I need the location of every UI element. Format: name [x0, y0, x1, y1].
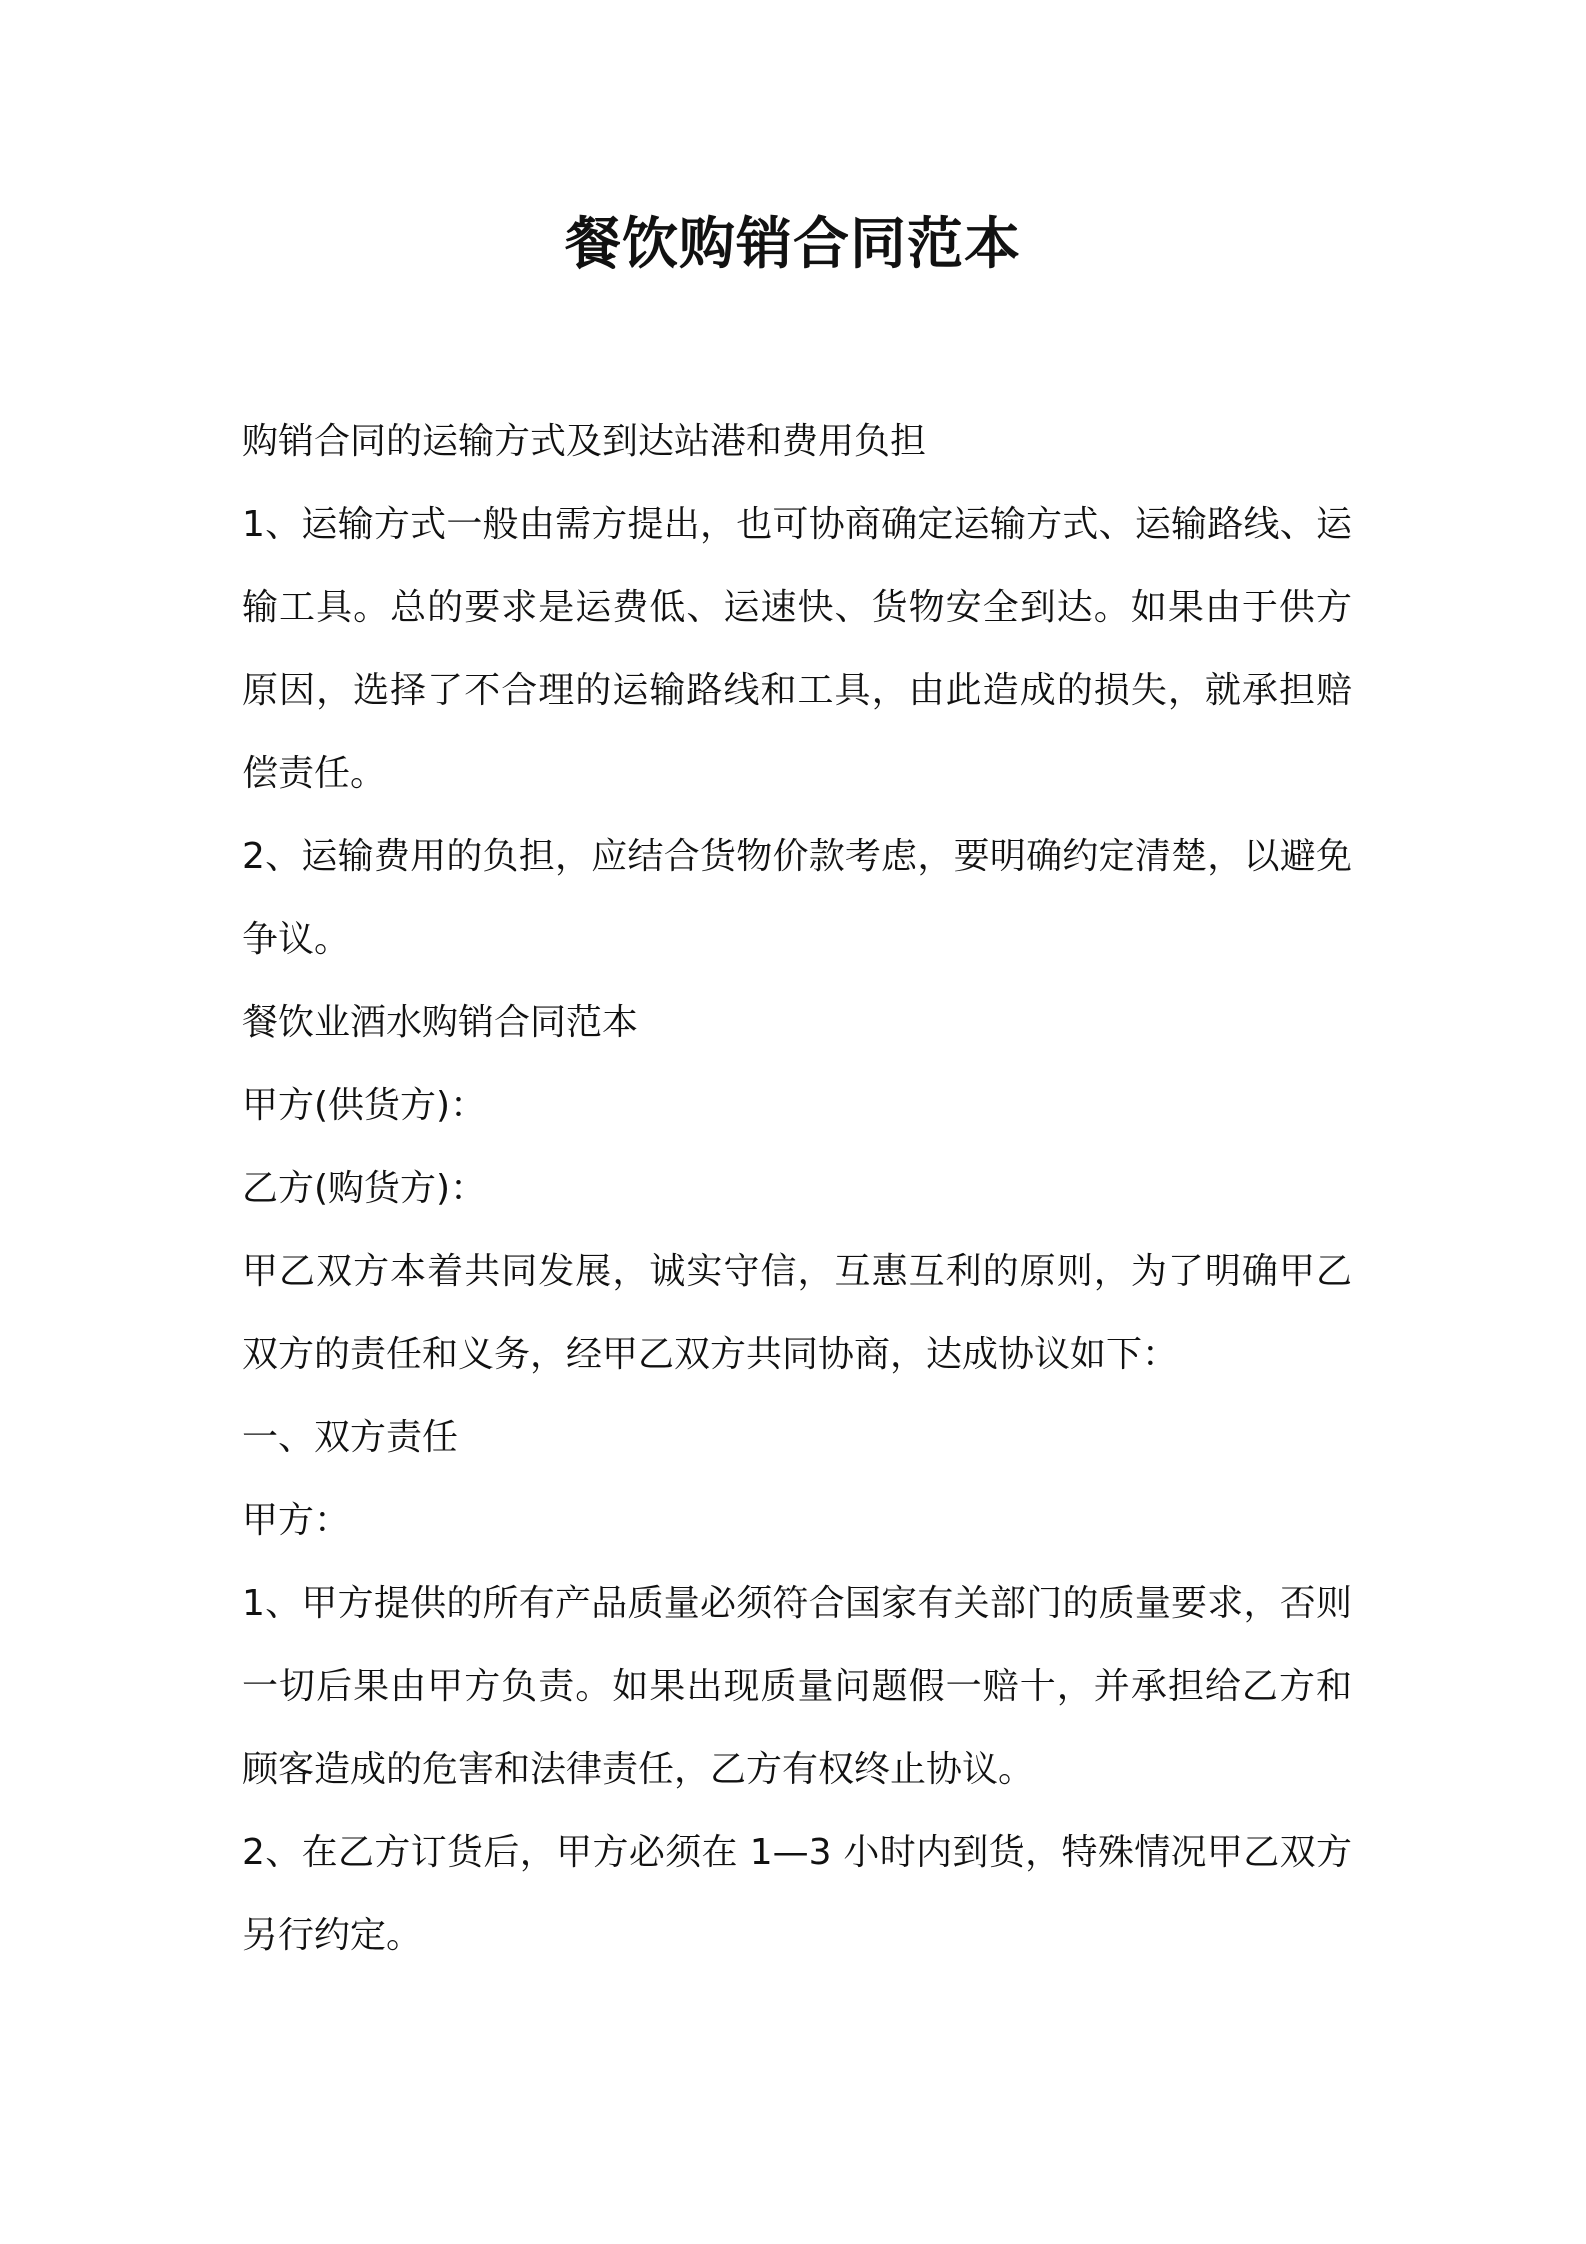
- party-b-line: 乙方(购货方)：: [242, 1168, 487, 1209]
- document-title: 餐饮购销合同范本: [565, 212, 1021, 277]
- section-heading-transport: 购销合同的运输方式及到达站港和费用负担: [242, 421, 927, 462]
- section-heading-responsibilities: 一、双方责任: [242, 1417, 459, 1458]
- paragraph-agreement-intro: 甲乙双方本着共同发展，诚实守信，互惠互利的原则，为了明确甲乙双方的责任和义务，经甲乙双方共同协商，达成协议如下：: [242, 1251, 1352, 1375]
- paragraph-quality-clause: 1、甲方提供的所有产品质量必须符合国家有关部门的质量要求，否则一切后果由甲方负责。如果出现质量问题假一赔十，并承担给乙方和顾客造成的危害和法律责任，乙方有权终止协议。: [242, 1583, 1352, 1790]
- section-heading-beverage-contract: 餐饮业酒水购销合同范本: [242, 1002, 639, 1043]
- paragraph-delivery-clause: 2、在乙方订货后，甲方必须在 1—3 小时内到货，特殊情况甲乙双方另行约定。: [242, 1832, 1352, 1956]
- party-a-heading: 甲方：: [242, 1500, 351, 1541]
- paragraph-transport-method: 1、运输方式一般由需方提出，也可协商确定运输方式、运输路线、运输工具。总的要求是运费低、运速快、货物安全到达。如果由于供方原因，选择了不合理的运输路线和工具，由此造成的损失，就承担赔偿责任。: [242, 504, 1352, 794]
- party-a-line: 甲方(供货方)：: [242, 1085, 487, 1126]
- paragraph-transport-cost: 2、运输费用的负担，应结合货物价款考虑，要明确约定清楚，以避免争议。: [242, 836, 1352, 960]
- document-body: [242, 400, 1352, 1977]
